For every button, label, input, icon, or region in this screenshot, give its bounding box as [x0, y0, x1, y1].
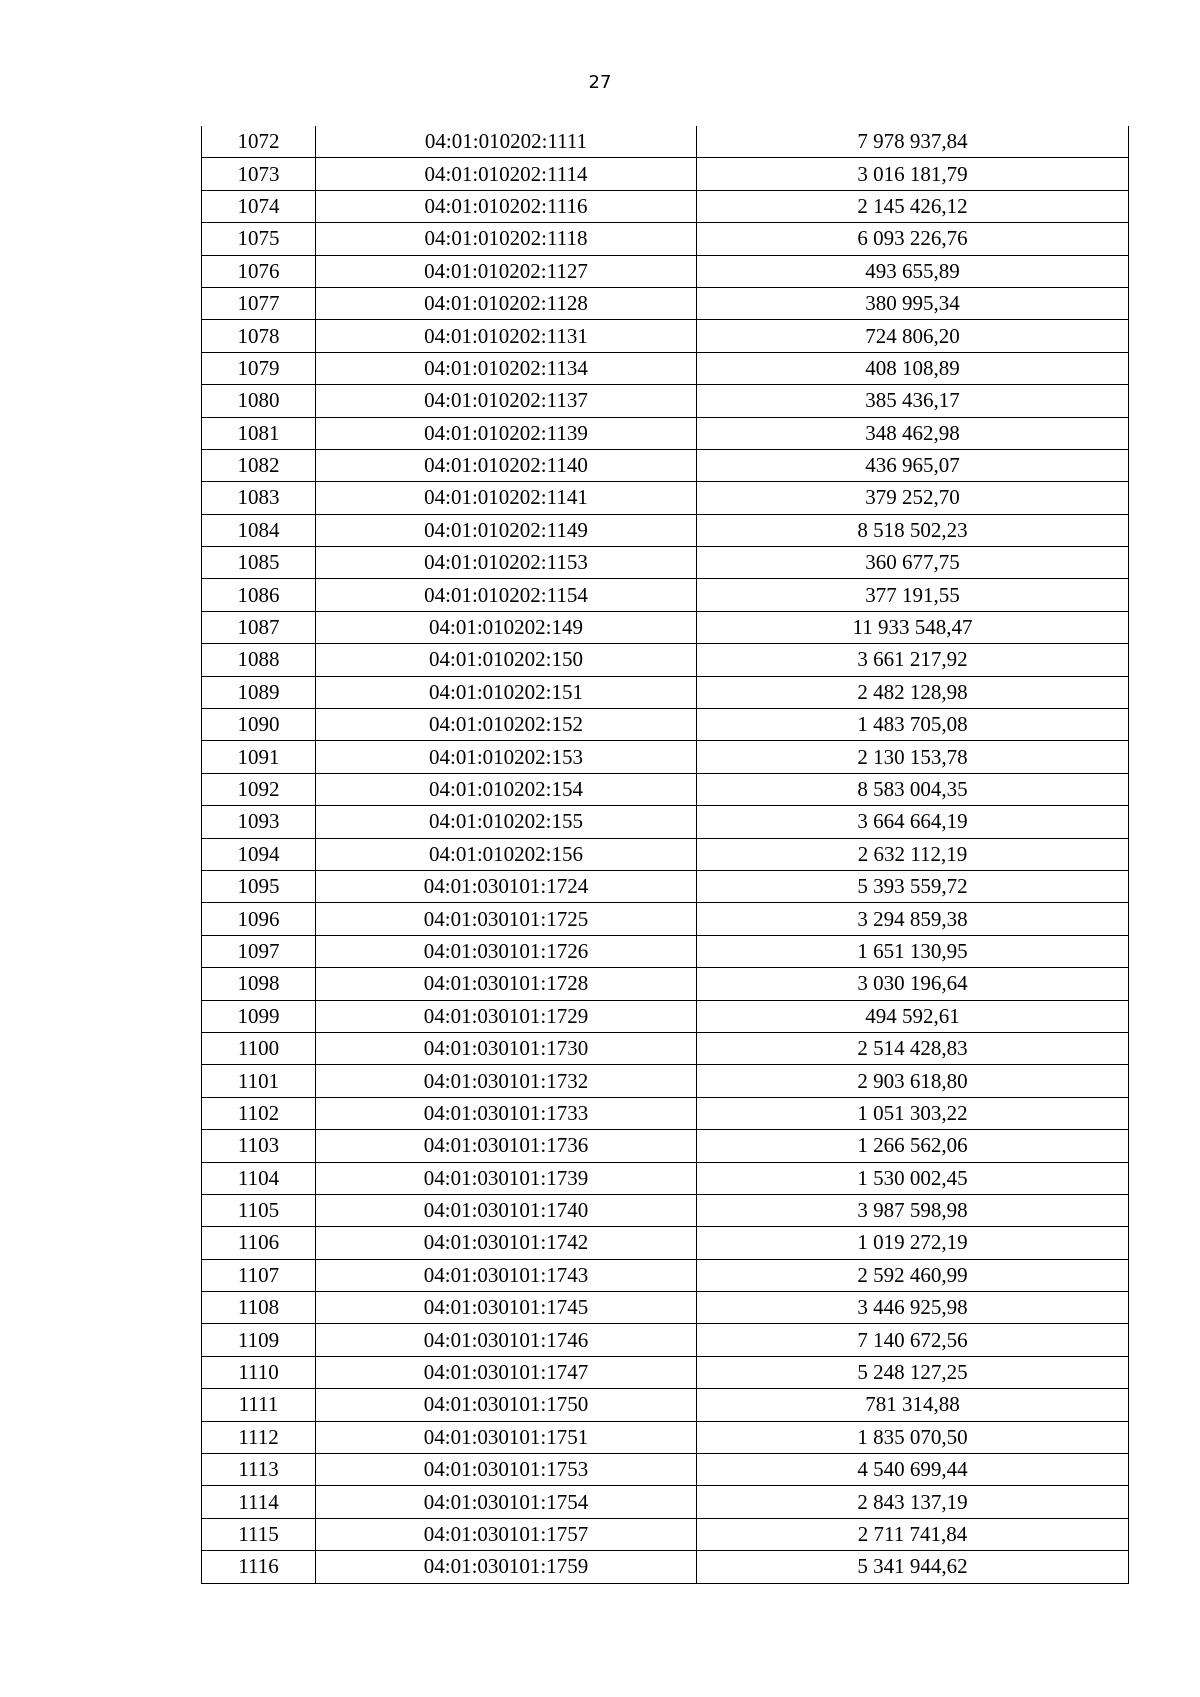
row-number-cell: 1078: [202, 320, 316, 352]
cadastral-value-cell: 2 514 428,83: [697, 1032, 1129, 1064]
row-number-cell: 1107: [202, 1259, 316, 1291]
cadastral-number-cell: 04:01:010202:156: [316, 838, 697, 870]
table-row: [202, 514, 1129, 546]
row-number-cell: 1083: [202, 482, 316, 514]
cadastral-number-cell: 04:01:030101:1759: [316, 1551, 697, 1583]
table-row: [202, 870, 1129, 902]
cadastral-number-cell: 04:01:010202:1128: [316, 287, 697, 319]
cadastral-number-cell: 04:01:030101:1729: [316, 1000, 697, 1032]
cadastral-value-cell: 2 843 137,19: [697, 1486, 1129, 1518]
cadastral-value-cell: 1 051 303,22: [697, 1097, 1129, 1129]
table-row: [202, 1227, 1129, 1259]
table-row: [202, 1454, 1129, 1486]
row-number-cell: 1108: [202, 1292, 316, 1324]
table-row: [202, 352, 1129, 384]
table-row: [202, 223, 1129, 255]
row-number-cell: 1098: [202, 968, 316, 1000]
cadastral-number-cell: 04:01:010202:154: [316, 773, 697, 805]
table-row: [202, 320, 1129, 352]
cadastral-number-cell: 04:01:010202:1154: [316, 579, 697, 611]
table-row: [202, 579, 1129, 611]
row-number-cell: 1115: [202, 1518, 316, 1550]
cadastral-number-cell: 04:01:010202:149: [316, 611, 697, 643]
table-row: [202, 417, 1129, 449]
row-number-cell: 1116: [202, 1551, 316, 1583]
table-row: [202, 709, 1129, 741]
cadastral-value-cell: 7 140 672,56: [697, 1324, 1129, 1356]
table-row: [202, 611, 1129, 643]
row-number-cell: 1105: [202, 1194, 316, 1226]
cadastral-number-cell: 04:01:030101:1733: [316, 1097, 697, 1129]
row-number-cell: 1075: [202, 223, 316, 255]
page-number: 27: [588, 72, 612, 93]
cadastral-number-cell: 04:01:010202:1153: [316, 547, 697, 579]
cadastral-number-cell: 04:01:010202:153: [316, 741, 697, 773]
cadastral-value-cell: 2 711 741,84: [697, 1518, 1129, 1550]
cadastral-value-cell: 724 806,20: [697, 320, 1129, 352]
table-row: [202, 1194, 1129, 1226]
row-number-cell: 1085: [202, 547, 316, 579]
cadastral-number-cell: 04:01:010202:1127: [316, 255, 697, 287]
row-number-cell: 1089: [202, 676, 316, 708]
cadastral-number-cell: 04:01:010202:1141: [316, 482, 697, 514]
cadastral-value-cell: 408 108,89: [697, 352, 1129, 384]
table-row: [202, 1518, 1129, 1550]
cadastral-value-cell: 6 093 226,76: [697, 223, 1129, 255]
table-row: [202, 935, 1129, 967]
cadastral-number-cell: 04:01:010202:152: [316, 709, 697, 741]
row-number-cell: 1101: [202, 1065, 316, 1097]
cadastral-value-cell: 436 965,07: [697, 449, 1129, 481]
cadastral-number-cell: 04:01:030101:1751: [316, 1421, 697, 1453]
cadastral-value-cell: 5 341 944,62: [697, 1551, 1129, 1583]
table-row: [202, 158, 1129, 190]
table-row: [202, 1551, 1129, 1583]
table-row: [202, 1162, 1129, 1194]
row-number-cell: 1088: [202, 644, 316, 676]
cadastral-number-cell: 04:01:030101:1753: [316, 1454, 697, 1486]
row-number-cell: 1079: [202, 352, 316, 384]
cadastral-value-cell: 348 462,98: [697, 417, 1129, 449]
table-row: [202, 1130, 1129, 1162]
cadastral-number-cell: 04:01:030101:1730: [316, 1032, 697, 1064]
cadastral-value-cell: 1 530 002,45: [697, 1162, 1129, 1194]
row-number-cell: 1086: [202, 579, 316, 611]
cadastral-number-cell: 04:01:030101:1754: [316, 1486, 697, 1518]
table-row: [202, 1292, 1129, 1324]
row-number-cell: 1084: [202, 514, 316, 546]
cadastral-value-cell: 1 835 070,50: [697, 1421, 1129, 1453]
cadastral-number-cell: 04:01:030101:1736: [316, 1130, 697, 1162]
cadastral-number-cell: 04:01:010202:1134: [316, 352, 697, 384]
cadastral-number-cell: 04:01:030101:1726: [316, 935, 697, 967]
cadastral-number-cell: 04:01:030101:1742: [316, 1227, 697, 1259]
row-number-cell: 1102: [202, 1097, 316, 1129]
row-number-cell: 1074: [202, 190, 316, 222]
row-number-cell: 1106: [202, 1227, 316, 1259]
row-number-cell: 1104: [202, 1162, 316, 1194]
cadastral-number-cell: 04:01:010202:151: [316, 676, 697, 708]
row-number-cell: 1113: [202, 1454, 316, 1486]
table-row: [202, 190, 1129, 222]
cadastral-number-cell: 04:01:030101:1745: [316, 1292, 697, 1324]
cadastral-number-cell: 04:01:010202:1149: [316, 514, 697, 546]
cadastral-value-cell: 2 482 128,98: [697, 676, 1129, 708]
table-row: [202, 741, 1129, 773]
cadastral-number-cell: 04:01:010202:1118: [316, 223, 697, 255]
cadastral-number-cell: 04:01:030101:1750: [316, 1389, 697, 1421]
cadastral-number-cell: 04:01:030101:1757: [316, 1518, 697, 1550]
cadastral-number-cell: 04:01:030101:1740: [316, 1194, 697, 1226]
cadastral-number-cell: 04:01:010202:1139: [316, 417, 697, 449]
row-number-cell: 1097: [202, 935, 316, 967]
table-row: [202, 1032, 1129, 1064]
table-body: [202, 126, 1129, 1583]
table-row: [202, 773, 1129, 805]
row-number-cell: 1087: [202, 611, 316, 643]
row-number-cell: 1114: [202, 1486, 316, 1518]
row-number-cell: 1072: [202, 126, 316, 158]
cadastral-value-cell: 380 995,34: [697, 287, 1129, 319]
cadastral-value-cell: 3 987 598,98: [697, 1194, 1129, 1226]
cadastral-number-cell: 04:01:010202:1131: [316, 320, 697, 352]
table-row: [202, 644, 1129, 676]
table-row: [202, 449, 1129, 481]
table-row: [202, 547, 1129, 579]
row-number-cell: 1092: [202, 773, 316, 805]
table-row: [202, 838, 1129, 870]
cadastral-value-cell: 7 978 937,84: [697, 126, 1129, 158]
cadastral-value-cell: 2 903 618,80: [697, 1065, 1129, 1097]
cadastral-value-cell: 4 540 699,44: [697, 1454, 1129, 1486]
table-row: [202, 676, 1129, 708]
cadastral-number-cell: 04:01:030101:1743: [316, 1259, 697, 1291]
cadastral-number-cell: 04:01:030101:1746: [316, 1324, 697, 1356]
row-number-cell: 1073: [202, 158, 316, 190]
row-number-cell: 1096: [202, 903, 316, 935]
row-number-cell: 1109: [202, 1324, 316, 1356]
cadastral-value-cell: 3 446 925,98: [697, 1292, 1129, 1324]
cadastral-value-cell: 8 518 502,23: [697, 514, 1129, 546]
cadastral-number-cell: 04:01:030101:1747: [316, 1356, 697, 1388]
row-number-cell: 1082: [202, 449, 316, 481]
table-row: [202, 968, 1129, 1000]
cadastral-value-cell: 3 030 196,64: [697, 968, 1129, 1000]
table-row: [202, 1259, 1129, 1291]
cadastral-number-cell: 04:01:030101:1732: [316, 1065, 697, 1097]
cadastral-value-cell: 11 933 548,47: [697, 611, 1129, 643]
table-row: [202, 1421, 1129, 1453]
table-row: [202, 1486, 1129, 1518]
cadastral-value-cell: 3 294 859,38: [697, 903, 1129, 935]
cadastral-value-cell: 1 266 562,06: [697, 1130, 1129, 1162]
cadastral-value-cell: 781 314,88: [697, 1389, 1129, 1421]
table-row: [202, 1097, 1129, 1129]
row-number-cell: 1093: [202, 806, 316, 838]
cadastral-value-cell: 3 016 181,79: [697, 158, 1129, 190]
cadastral-value-cell: 360 677,75: [697, 547, 1129, 579]
cadastral-value-cell: 3 664 664,19: [697, 806, 1129, 838]
cadastral-value-cell: 1 651 130,95: [697, 935, 1129, 967]
row-number-cell: 1077: [202, 287, 316, 319]
table-row: [202, 806, 1129, 838]
cadastral-value-cell: 1 483 705,08: [697, 709, 1129, 741]
cadastral-value-cell: 377 191,55: [697, 579, 1129, 611]
table-row: [202, 126, 1129, 158]
cadastral-value-cell: 5 393 559,72: [697, 870, 1129, 902]
cadastral-value-cell: 385 436,17: [697, 385, 1129, 417]
row-number-cell: 1100: [202, 1032, 316, 1064]
table-row: [202, 287, 1129, 319]
cadastral-value-cell: 1 019 272,19: [697, 1227, 1129, 1259]
row-number-cell: 1103: [202, 1130, 316, 1162]
cadastral-value-cell: 494 592,61: [697, 1000, 1129, 1032]
row-number-cell: 1076: [202, 255, 316, 287]
cadastral-value-cell: 379 252,70: [697, 482, 1129, 514]
cadastral-value-cell: 3 661 217,92: [697, 644, 1129, 676]
row-number-cell: 1110: [202, 1356, 316, 1388]
table-row: [202, 1389, 1129, 1421]
row-number-cell: 1090: [202, 709, 316, 741]
table-row: [202, 1000, 1129, 1032]
cadastral-number-cell: 04:01:030101:1725: [316, 903, 697, 935]
table-row: [202, 1065, 1129, 1097]
row-number-cell: 1091: [202, 741, 316, 773]
cadastral-value-cell: 2 592 460,99: [697, 1259, 1129, 1291]
cadastral-number-cell: 04:01:030101:1728: [316, 968, 697, 1000]
cadastral-number-cell: 04:01:010202:150: [316, 644, 697, 676]
cadastral-value-cell: 2 145 426,12: [697, 190, 1129, 222]
row-number-cell: 1112: [202, 1421, 316, 1453]
row-number-cell: 1095: [202, 870, 316, 902]
cadastral-number-cell: 04:01:010202:1114: [316, 158, 697, 190]
row-number-cell: 1094: [202, 838, 316, 870]
table-row: [202, 903, 1129, 935]
cadastral-number-cell: 04:01:010202:1111: [316, 126, 697, 158]
cadastral-value-cell: 2 632 112,19: [697, 838, 1129, 870]
cadastral-number-cell: 04:01:030101:1739: [316, 1162, 697, 1194]
row-number-cell: 1080: [202, 385, 316, 417]
cadastral-value-table: [201, 126, 1128, 1584]
table-row: [202, 1356, 1129, 1388]
cadastral-number-cell: 04:01:010202:1137: [316, 385, 697, 417]
cadastral-number-cell: 04:01:010202:1140: [316, 449, 697, 481]
cadastral-value-cell: 8 583 004,35: [697, 773, 1129, 805]
table-row: [202, 385, 1129, 417]
cadastral-value-cell: 5 248 127,25: [697, 1356, 1129, 1388]
row-number-cell: 1081: [202, 417, 316, 449]
table-row: [202, 482, 1129, 514]
table-row: [202, 255, 1129, 287]
cadastral-number-cell: 04:01:030101:1724: [316, 870, 697, 902]
cadastral-value-cell: 493 655,89: [697, 255, 1129, 287]
cadastral-number-cell: 04:01:010202:155: [316, 806, 697, 838]
table-row: [202, 1324, 1129, 1356]
cadastral-number-cell: 04:01:010202:1116: [316, 190, 697, 222]
row-number-cell: 1111: [202, 1389, 316, 1421]
row-number-cell: 1099: [202, 1000, 316, 1032]
cadastral-value-cell: 2 130 153,78: [697, 741, 1129, 773]
